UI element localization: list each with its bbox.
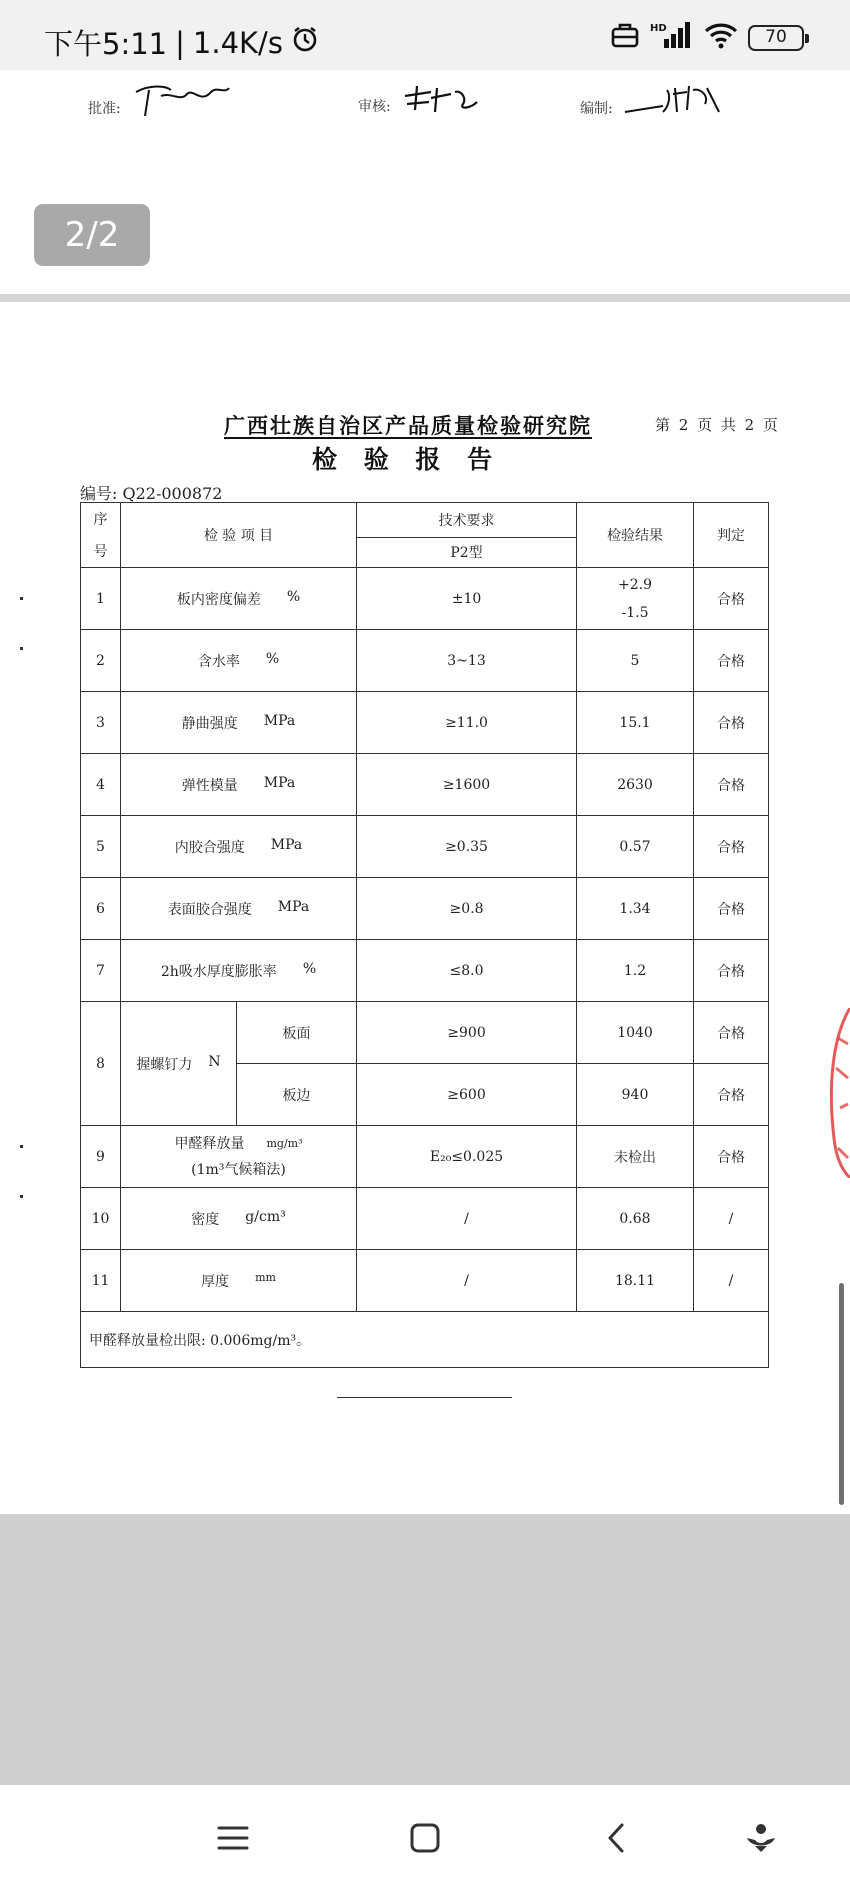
row-item [121,692,357,754]
row-item [121,940,357,1002]
table-row [81,940,769,1002]
row-item-method: (1m³气候箱法) [191,1161,286,1178]
row-item-unit: MPa [277,898,310,915]
row-judge: 合格 [694,1002,769,1064]
row-no: 11 [81,1250,121,1312]
row-req: / [357,1188,577,1250]
compile-signature-image [623,82,723,118]
signal-icon [650,20,694,55]
approve-label: 批准: [88,101,121,117]
row-judge: 合格 [694,692,769,754]
row-judge: / [694,1250,769,1312]
row-item-name: 厚度 [201,1273,230,1290]
row-result: 1.34 [577,878,694,940]
inspection-table [80,502,769,1368]
table-row [81,1002,769,1064]
home-button[interactable] [402,1815,448,1861]
row-result: 0.57 [577,816,694,878]
row-req: ≥0.35 [357,816,577,878]
network-speed: 1.4K/s [192,25,283,60]
row-req: ≥900 [357,1002,577,1064]
institute-name: 广西壮族自治区产品质量检验研究院 [224,413,592,438]
status-right [610,20,804,55]
row-item-name: 板内密度偏差 [176,591,261,608]
table-row [81,630,769,692]
row-item-unit: MPa [263,712,296,729]
wifi-icon [704,21,738,54]
table-row [81,568,769,630]
row-judge: 合格 [694,878,769,940]
margin-mark [20,647,23,650]
row-req: ≥11.0 [357,692,577,754]
row-result: 2630 [577,754,694,816]
separator: | [175,25,185,60]
status-left [44,22,319,63]
row-result: 940 [577,1064,694,1126]
header-grade: P2型 [357,537,577,567]
row-judge: 合格 [694,568,769,630]
row-subitem: 板边 [237,1064,357,1126]
table-row [81,754,769,816]
back-icon [597,1818,637,1858]
header-seq-b: 号 [93,544,108,560]
header-seq [81,503,121,568]
table-row [81,1126,769,1188]
red-seal-fragment [826,1008,850,1178]
row-no: 7 [81,940,121,1002]
end-line [337,1397,512,1398]
row-item-unit: % [286,588,301,605]
row-item-name: 握螺钉力 [136,1056,193,1073]
row-item [121,1126,357,1188]
scrollbar[interactable] [839,1283,844,1505]
approve-signature [88,82,231,118]
table-row [81,1188,769,1250]
row-req: 3~13 [357,630,577,692]
row-item-unit: % [265,650,280,667]
battery-icon [748,25,804,51]
row-item-name: 静曲强度 [181,715,238,732]
row-no: 9 [81,1126,121,1188]
row-result: 15.1 [577,692,694,754]
navigation-bar [0,1785,850,1889]
header-judge: 判定 [694,503,769,568]
row-judge: 合格 [694,630,769,692]
viewer-background [0,1514,850,1785]
report-number: 编号: Q22-000872 [80,484,223,503]
battery-level: 70 [765,26,787,47]
row-judge: 合格 [694,816,769,878]
row-judge: / [694,1188,769,1250]
row-result: 1.2 [577,940,694,1002]
row-item [121,1188,357,1250]
row-item [121,754,357,816]
row-item-unit: N [208,1053,221,1070]
row-item-name: 内胶合强度 [174,839,245,856]
row-no: 4 [81,754,121,816]
table-row [81,1250,769,1312]
row-no: 8 [81,1002,121,1126]
svg-text:HD: HD [650,23,667,34]
row-judge: 合格 [694,940,769,1002]
row-subitem: 板面 [237,1002,357,1064]
row-item [121,878,357,940]
row-item-unit: % [302,960,317,977]
row-result [577,568,694,630]
margin-mark [20,597,23,600]
row-item-unit: mg/m³ [266,1136,303,1150]
row-item-name: 含水率 [197,653,240,670]
menu-button[interactable] [210,1815,256,1861]
row-item-name: 密度 [191,1211,220,1228]
table-row [81,816,769,878]
approve-signature-image [131,82,231,118]
row-req: E₂₀≤0.025 [357,1126,577,1188]
row-no: 2 [81,630,121,692]
row-judge: 合格 [694,1126,769,1188]
back-button[interactable] [594,1815,640,1861]
row-result: 未检出 [577,1126,694,1188]
row-no: 6 [81,878,121,940]
page-count: 第 2 页 共 2 页 [655,416,780,434]
row-item [121,568,357,630]
table-header-row [81,503,769,538]
compile-label: 编制: [580,101,613,117]
row-item-unit: g/cm³ [245,1208,286,1225]
row-req: ≥600 [357,1064,577,1126]
page-divider [0,294,850,302]
row-item-name: 表面胶合强度 [167,901,252,918]
row-no: 10 [81,1188,121,1250]
row-item-name: 2h吸水厚度膨胀率 [160,963,277,980]
row-item-unit: MPa [263,774,296,791]
row-item [121,630,357,692]
assistant-icon [741,1818,781,1858]
page-indicator: 2/2 [34,204,150,266]
row-req: ≤8.0 [357,940,577,1002]
menu-icon [213,1818,253,1858]
row-req: / [357,1250,577,1312]
report-title: 检 验 报 告 [312,445,502,474]
row-no: 3 [81,692,121,754]
table-note-row [81,1312,769,1368]
margin-mark [20,1195,23,1198]
row-item [121,1250,357,1312]
table-note: 甲醛释放量检出限: 0.006mg/m³。 [81,1312,769,1368]
row-item-unit: mm [255,1270,276,1284]
alarm-icon [291,25,319,60]
row-judge: 合格 [694,1064,769,1126]
row-req: ±10 [357,568,577,630]
margin-mark [20,1145,23,1148]
review-signature [358,82,481,116]
row-item [121,1002,237,1126]
row-item-name: 甲醛释放量 [174,1135,245,1152]
row-item-name: 弹性模量 [181,777,238,794]
row-item-unit: MPa [270,836,303,853]
compile-signature [580,82,723,118]
review-label: 审核: [358,99,391,115]
home-icon [405,1818,445,1858]
assistant-button[interactable] [738,1815,784,1861]
header-seq-a: 序 [93,512,108,528]
row-result-b: -1.5 [621,604,649,621]
page-1-tail [0,70,850,294]
row-result: 18.11 [577,1250,694,1312]
header-tech-req: 技术要求 [357,503,577,538]
header-item: 检 验 项 目 [121,503,357,568]
row-req: ≥1600 [357,754,577,816]
row-item [121,816,357,878]
row-result: 0.68 [577,1188,694,1250]
header-result: 检验结果 [577,503,694,568]
row-no: 1 [81,568,121,630]
row-no: 5 [81,816,121,878]
briefcase-icon [610,20,640,55]
clock: 下午5:11 [44,27,168,61]
table-row [81,878,769,940]
row-req: ≥0.8 [357,878,577,940]
row-result-a: +2.9 [618,576,653,593]
row-judge: 合格 [694,754,769,816]
table-row [81,692,769,754]
status-bar [0,0,850,70]
row-result: 5 [577,630,694,692]
row-result: 1040 [577,1002,694,1064]
page-2 [0,302,850,1514]
review-signature-image [401,82,481,116]
